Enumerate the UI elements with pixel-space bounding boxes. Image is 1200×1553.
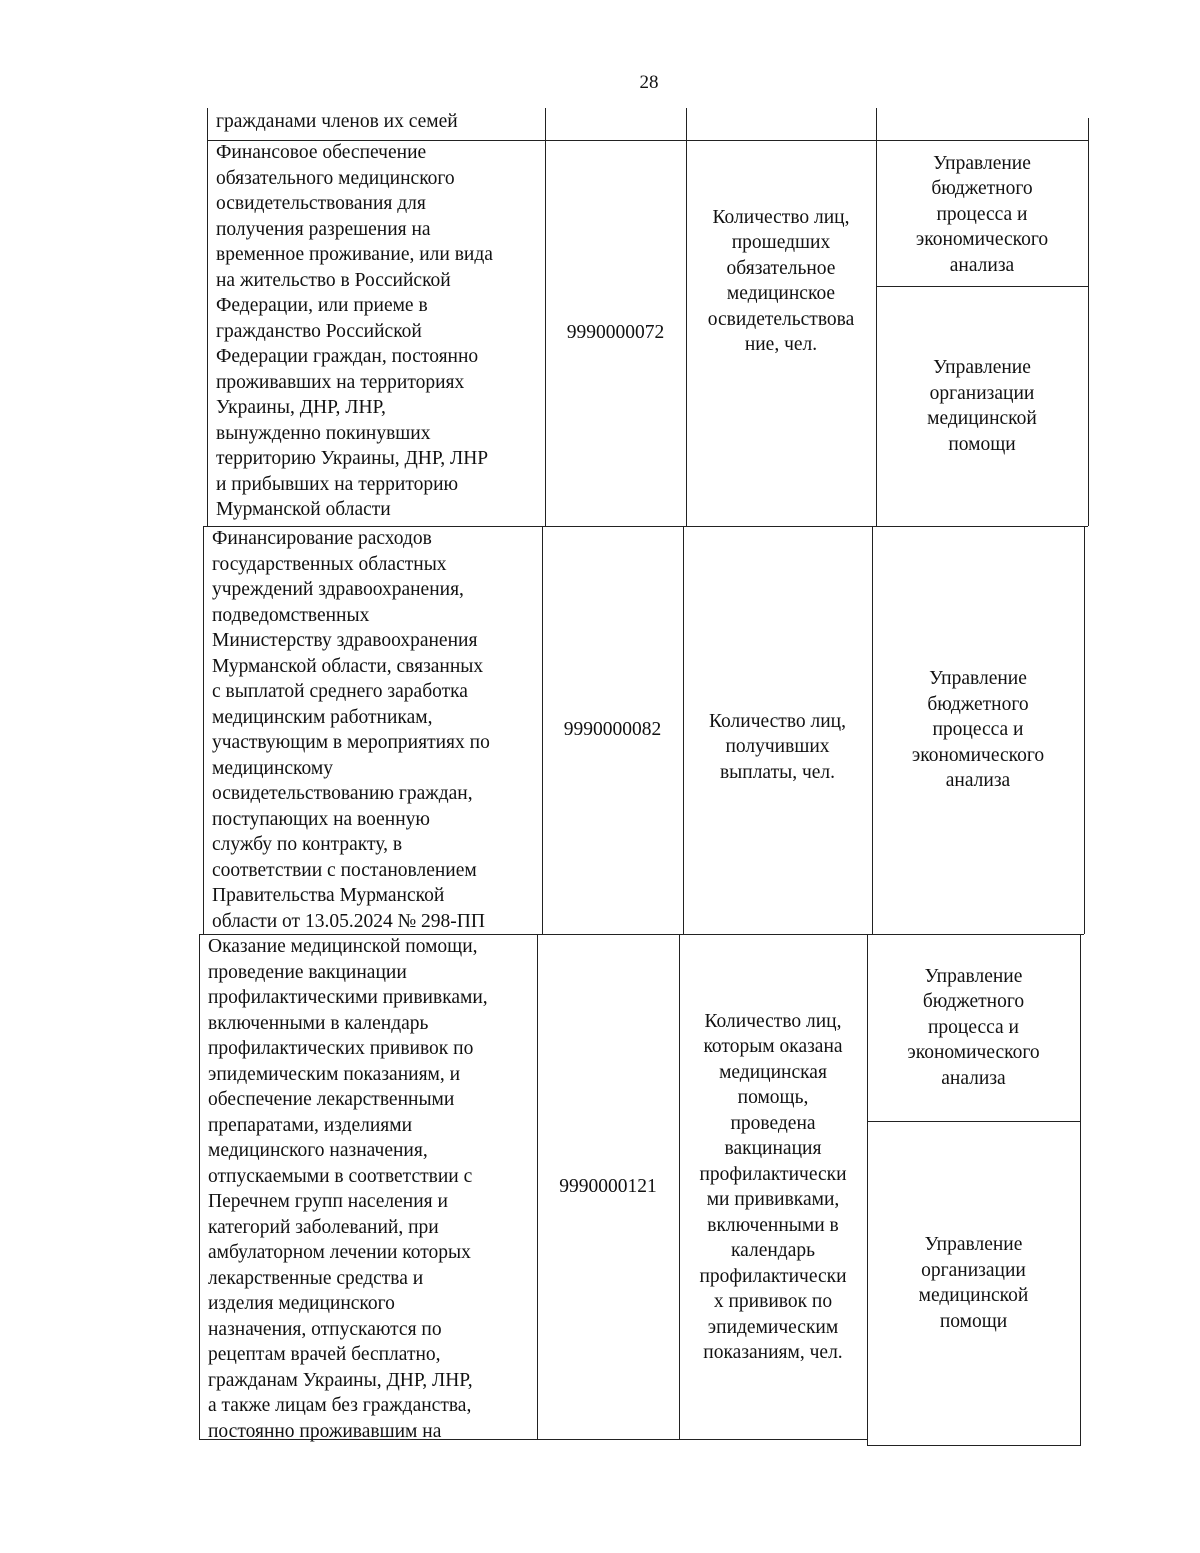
- row-2-code-text: 9990000082: [563, 719, 662, 741]
- table-border: [203, 526, 204, 934]
- row-3-department-1-text: Управление организации медицинской помощи: [918, 1234, 1029, 1332]
- row-1-indicator: [686, 156, 876, 406]
- row-2-department-0-text: Управление бюджетного процесса и экономического анализа: [911, 668, 1045, 792]
- row-1-department-0-text: Управление бюджетного процесса и экономического анализа: [915, 152, 1049, 276]
- table-border: [1088, 118, 1089, 526]
- row-3-name: Оказание медицинской помощи, проведение вакцинации профилактическими прививками, включенными в календарь профилактических прививок по эпидемическим показаниям, и обеспечение лекарственными препаратами, изделиями медицинского назначения, отпускаемыми в соответствии с Перечнем групп населения и категорий заболеваний, при амбулаторном лечении которых лекарственные средства и изделия медицинского назначения, отпускаются по рецептам врачей бесплатно, гражданам Украины, ДНР, ЛНР, а также лицам без гражданства, постоянно проживавшим на: [208, 936, 488, 1442]
- row-1-department-1: [876, 286, 1088, 526]
- row-0-name: гражданами членов их семей: [216, 111, 458, 132]
- row-3-department-0-text: Управление бюджетного процесса и экономического анализа: [907, 965, 1040, 1089]
- table-border: [1084, 526, 1085, 934]
- row-3-code-text: 9990000121: [559, 1176, 657, 1198]
- row-3-code: [537, 934, 679, 1440]
- row-1-code-text: 9990000072: [566, 322, 665, 344]
- row-1-indicator-text: Количество лиц, прошедших обязательное медицинское освидетельствова ние, чел.: [707, 206, 855, 355]
- row-1-code: [545, 140, 686, 526]
- table-border: [1080, 934, 1081, 1446]
- table-border: [207, 108, 208, 526]
- row-3-department-0: [867, 934, 1080, 1121]
- row-2-department-0: [872, 526, 1084, 934]
- row-1-department-1-text: Управление организации медицинской помощи: [927, 357, 1037, 455]
- row-2-indicator: [683, 526, 872, 968]
- table-border: [199, 934, 200, 1440]
- row-2-name: Финансирование расходов государственных областных учреждений здравоохранения, подведомственных Министерству здравоохранения Мурманской области, связанных с выплатой среднего заработка медицинским работникам, участвующим в мероприятиях по медицинскому освидетельствованию граждан, поступающих на военную службу по контракту, в соответствии с постановлением Правительства Мурманской области от 13.05.2024 № 298-ПП: [212, 528, 490, 932]
- row-2-indicator-text: Количество лиц, получивших выплаты, чел.: [709, 710, 846, 783]
- table-border: [867, 1445, 1080, 1446]
- row-3-department-1: [867, 1121, 1080, 1445]
- row-1-department-0: [876, 143, 1088, 286]
- row-1-name: Финансовое обеспечение обязательного медицинского освидетельствования для получения разрешения на временное проживание, или вида на жительство в Российской Федерации, или приеме в гражданство Российской Федерации граждан, постоянно проживавших на территориях Украины, ДНР, ЛНР, вынужденно покинувших территорию Украины, ДНР, ЛНР и прибывших на территорию Мурманской области: [216, 142, 493, 520]
- row-3-indicator-text: Количество лиц, которым оказана медицинская помощь, проведена вакцинация профилактически ми прививками, включенными в календарь профилактически х прививок по эпидемическим показаниям, чел.: [699, 1010, 847, 1363]
- row-3-indicator: [679, 934, 867, 1440]
- row-2-code: [542, 526, 683, 934]
- page-number: 28: [639, 72, 659, 93]
